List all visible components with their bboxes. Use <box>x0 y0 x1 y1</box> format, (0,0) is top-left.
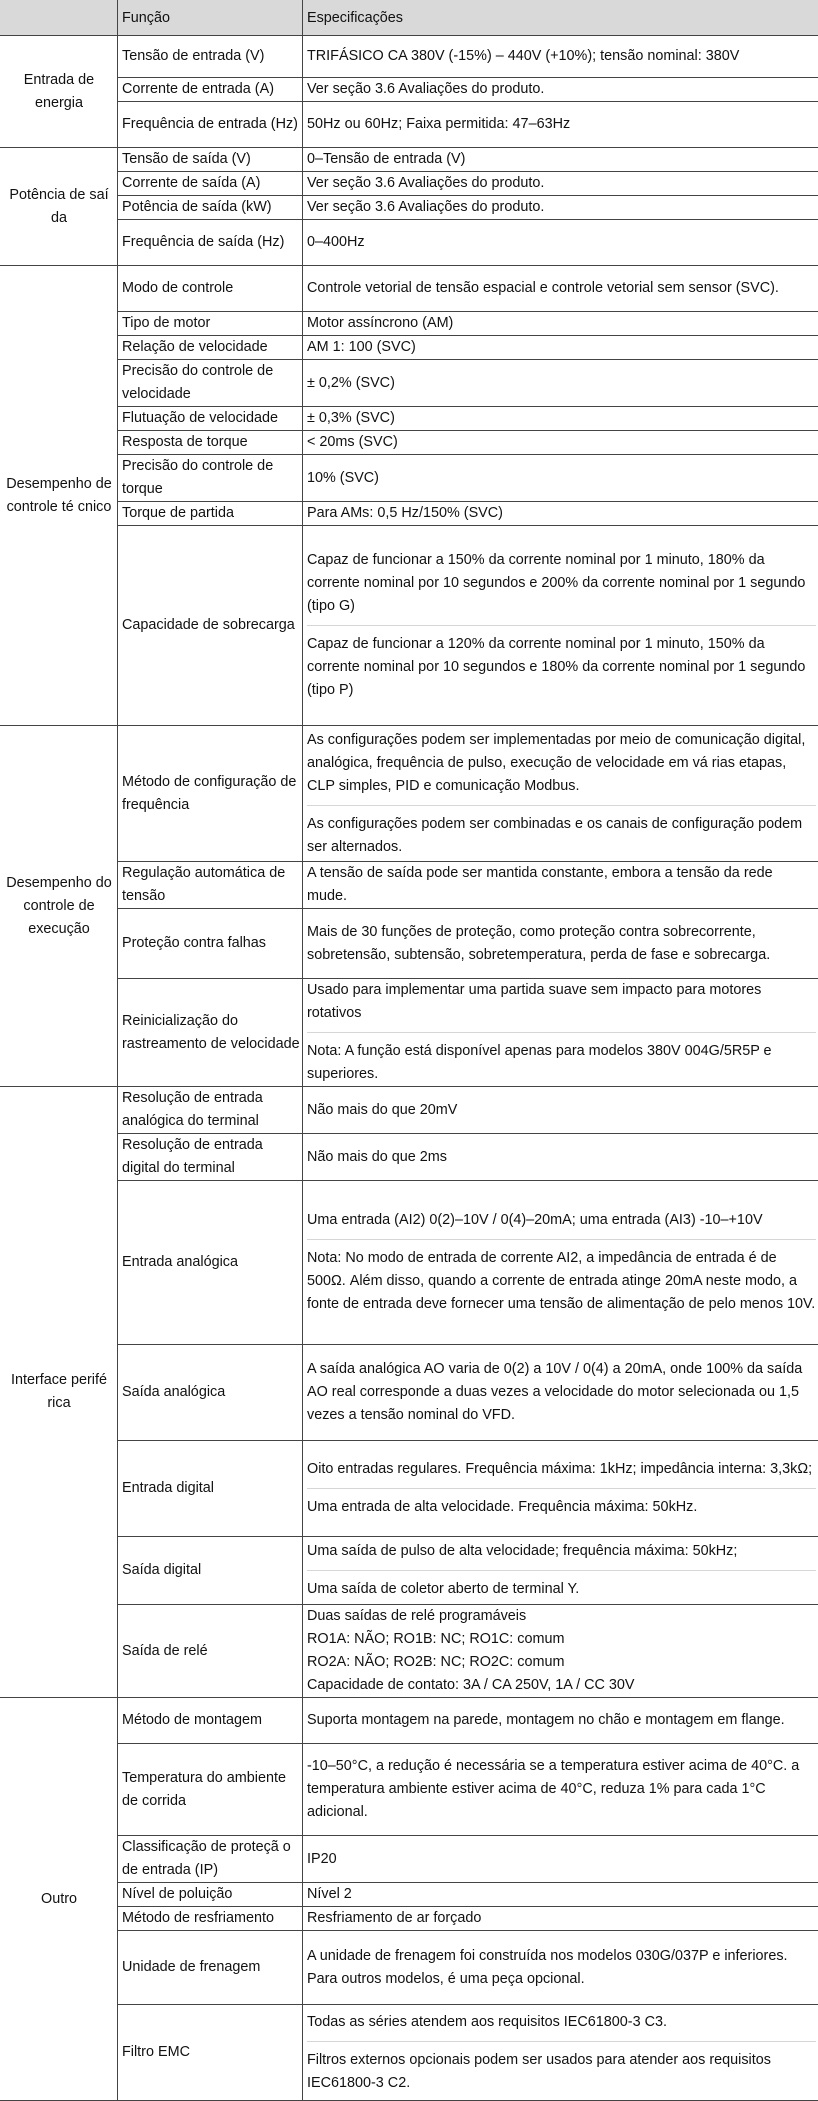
function-cell: Corrente de saída (A) <box>118 172 303 196</box>
function-cell: Filtro EMC <box>118 2005 303 2101</box>
table-row <box>1 266 818 312</box>
function-cell: Relação de velocidade <box>118 336 303 360</box>
header-funcao: Função <box>118 1 303 36</box>
table-row <box>1 312 818 336</box>
category-cell: Potência de saí da <box>1 148 118 266</box>
spec-paragraph: IP20 <box>307 1848 816 1871</box>
function-cell: Método de resfriamento <box>118 1907 303 1931</box>
table-body <box>1 36 818 2101</box>
spec-cell <box>303 979 818 1087</box>
function-cell: Tipo de motor <box>118 312 303 336</box>
table-row <box>1 220 818 266</box>
function-cell: Saída analógica <box>118 1345 303 1441</box>
relay-spec-line: Capacidade de contato: 3A / CA 250V, 1A / CC 30V <box>307 1674 816 1697</box>
table-row <box>1 1087 818 1134</box>
spec-paragraph: Filtros externos opcionais podem ser usados para atender aos requisitos IEC61800-3 C2. <box>307 2041 816 2095</box>
function-cell: Torque de partida <box>118 502 303 526</box>
table-row <box>1 172 818 196</box>
spec-paragraph: TRIFÁSICO CA 380V (-15%) – 440V (+10%); tensão nominal: 380V <box>307 45 816 68</box>
function-cell: Precisão do controle de torque <box>118 455 303 502</box>
spec-cell <box>303 1537 818 1605</box>
table-row <box>1 36 818 78</box>
table-row <box>1 1931 818 2005</box>
spec-cell <box>303 172 818 196</box>
function-cell: Unidade de frenagem <box>118 1931 303 2005</box>
table-row <box>1 1605 818 1698</box>
spec-paragraph: A saída analógica AO varia de 0(2) a 10V / 0(4) a 20mA, onde 100% da saída AO real corresponde a duas vezes a velocidade do motor selecionada ou 1,5 vezes a tensão nominal do VFD. <box>307 1358 816 1427</box>
table-row <box>1 1345 818 1441</box>
header-especificacoes: Especificações <box>303 1 818 36</box>
table-row <box>1 1883 818 1907</box>
table-row <box>1 1181 818 1345</box>
spec-cell <box>303 862 818 909</box>
spec-cell <box>303 502 818 526</box>
spec-cell <box>303 78 818 102</box>
spec-cell <box>303 526 818 726</box>
table-row <box>1 726 818 862</box>
spec-paragraph: ± 0,2% (SVC) <box>307 372 816 395</box>
spec-cell <box>303 1836 818 1883</box>
table-row <box>1 2005 818 2101</box>
table-row <box>1 148 818 172</box>
spec-cell <box>303 1134 818 1181</box>
spec-paragraph: Ver seção 3.6 Avaliações do produto. <box>307 78 816 101</box>
spec-paragraph: Ver seção 3.6 Avaliações do produto. <box>307 196 816 219</box>
spec-paragraph: Nível 2 <box>307 1883 816 1906</box>
function-cell: Classificação de proteçã o de entrada (IP) <box>118 1836 303 1883</box>
relay-spec-line: RO2A: NÃO; RO2B: NC; RO2C: comum <box>307 1651 816 1674</box>
spec-paragraph: As configurações podem ser implementadas por meio de comunicação digital, analógica, frequência de pulso, execução de velocidade em vá rias etapas, CLP simples, PID e comunicação Modbus. <box>307 729 816 798</box>
spec-paragraph: As configurações podem ser combinadas e os canais de configuração podem ser alternados. <box>307 805 816 859</box>
spec-paragraph: 0–Tensão de entrada (V) <box>307 148 816 171</box>
spec-cell <box>303 220 818 266</box>
table-row <box>1 502 818 526</box>
function-cell: Método de montagem <box>118 1698 303 1744</box>
spec-paragraph: Uma saída de coletor aberto de terminal Y. <box>307 1570 816 1601</box>
table-row <box>1 979 818 1087</box>
table-row <box>1 336 818 360</box>
spec-cell <box>303 1698 818 1744</box>
function-cell: Entrada analógica <box>118 1181 303 1345</box>
spec-paragraph: Uma saída de pulso de alta velocidade; frequência máxima: 50kHz; <box>307 1540 816 1563</box>
spec-paragraph: Não mais do que 20mV <box>307 1099 816 1122</box>
spec-paragraph: Nota: No modo de entrada de corrente AI2, a impedância de entrada é de 500Ω. Além disso, quando a corrente de entrada atinge 20mA neste modo, a fonte de entrada deve fornecer uma tensão de alimentação de pelo menos 10V. <box>307 1239 816 1316</box>
spec-paragraph: Controle vetorial de tensão espacial e controle vetorial sem sensor (SVC). <box>307 277 816 300</box>
table-row <box>1 102 818 148</box>
spec-paragraph: Capaz de funcionar a 150% da corrente nominal por 1 minuto, 180% da corrente nominal por 10 segundos e 200% da corrente nominal por 1 segundo (tipo G) <box>307 549 816 618</box>
category-cell: Desempenho de controle té cnico <box>1 266 118 726</box>
spec-cell <box>303 102 818 148</box>
function-cell: Saída de relé <box>118 1605 303 1698</box>
spec-paragraph: -10–50°C, a redução é necessária se a temperatura estiver acima de 40°C. a temperatura ambiente estiver acima de 40°C, reduza 1% para cada 1°C adicional. <box>307 1755 816 1824</box>
spec-paragraph: 10% (SVC) <box>307 467 816 490</box>
table-row <box>1 360 818 407</box>
table-row <box>1 196 818 220</box>
category-cell: Interface perifé rica <box>1 1087 118 1698</box>
spec-cell <box>303 1605 818 1698</box>
spec-paragraph: Resfriamento de ar forçado <box>307 1907 816 1930</box>
category-cell: Desempenho do controle de execução <box>1 726 118 1087</box>
function-cell: Tensão de saída (V) <box>118 148 303 172</box>
spec-cell <box>303 312 818 336</box>
function-cell: Frequência de entrada (Hz) <box>118 102 303 148</box>
function-cell: Entrada digital <box>118 1441 303 1537</box>
spec-cell <box>303 360 818 407</box>
spec-cell <box>303 1744 818 1836</box>
spec-paragraph: A tensão de saída pode ser mantida constante, embora a tensão da rede mude. <box>307 862 816 908</box>
table-row <box>1 1907 818 1931</box>
spec-paragraph: 50Hz ou 60Hz; Faixa permitida: 47–63Hz <box>307 113 816 136</box>
spec-paragraph: Todas as séries atendem aos requisitos IEC61800-3 C3. <box>307 2011 816 2034</box>
table-row <box>1 1441 818 1537</box>
spec-cell <box>303 455 818 502</box>
function-cell: Temperatura do ambiente de corrida <box>118 1744 303 1836</box>
spec-cell <box>303 266 818 312</box>
spec-cell <box>303 909 818 979</box>
spec-cell <box>303 1883 818 1907</box>
spec-cell <box>303 1181 818 1345</box>
function-cell: Saída digital <box>118 1537 303 1605</box>
category-cell: Entrada de energia <box>1 36 118 148</box>
function-cell: Tensão de entrada (V) <box>118 36 303 78</box>
function-cell: Resolução de entrada digital do terminal <box>118 1134 303 1181</box>
spec-paragraph: Capaz de funcionar a 120% da corrente nominal por 1 minuto, 150% da corrente nominal por 10 segundos e 180% da corrente nominal por 1 segundo (tipo P) <box>307 625 816 702</box>
function-cell: Resposta de torque <box>118 431 303 455</box>
function-cell: Modo de controle <box>118 266 303 312</box>
spec-paragraph: AM 1: 100 (SVC) <box>307 336 816 359</box>
table-row <box>1 526 818 726</box>
function-cell: Capacidade de sobrecarga <box>118 526 303 726</box>
spec-paragraph: Uma entrada de alta velocidade. Frequência máxima: 50kHz. <box>307 1488 816 1519</box>
spec-paragraph: Oito entradas regulares. Frequência máxima: 1kHz; impedância interna: 3,3kΩ; <box>307 1458 816 1481</box>
function-cell: Método de configuração de frequência <box>118 726 303 862</box>
spec-paragraph: Para AMs: 0,5 Hz/150% (SVC) <box>307 502 816 525</box>
spec-paragraph: Motor assíncrono (AM) <box>307 312 816 335</box>
spec-cell <box>303 196 818 220</box>
spec-paragraph: Uma entrada (AI2) 0(2)–10V / 0(4)–20mA; uma entrada (AI3) -10–+10V <box>307 1209 816 1232</box>
table-row <box>1 1744 818 1836</box>
spec-paragraph: Usado para implementar uma partida suave sem impacto para motores rotativos <box>307 979 816 1025</box>
table-row <box>1 909 818 979</box>
spec-paragraph: A unidade de frenagem foi construída nos modelos 030G/037P e inferiores. Para outros modelos, é uma peça opcional. <box>307 1945 816 1991</box>
spec-cell <box>303 1907 818 1931</box>
function-cell: Flutuação de velocidade <box>118 407 303 431</box>
spec-paragraph: Ver seção 3.6 Avaliações do produto. <box>307 172 816 195</box>
spec-cell <box>303 1931 818 2005</box>
spec-paragraph: 0–400Hz <box>307 231 816 254</box>
relay-spec-line: Duas saídas de relé programáveis <box>307 1605 816 1628</box>
relay-spec-line: RO1A: NÃO; RO1B: NC; RO1C: comum <box>307 1628 816 1651</box>
spec-paragraph: Mais de 30 funções de proteção, como proteção contra sobrecorrente, sobretensão, subtensão, sobretemperatura, perda de fase e sobrecarga. <box>307 921 816 967</box>
table-row <box>1 1836 818 1883</box>
spec-cell <box>303 148 818 172</box>
spec-paragraph: Não mais do que 2ms <box>307 1146 816 1169</box>
table-row <box>1 78 818 102</box>
table-row <box>1 1537 818 1605</box>
header-row <box>1 1 818 36</box>
table-row <box>1 455 818 502</box>
spec-cell <box>303 2005 818 2101</box>
function-cell: Frequência de saída (Hz) <box>118 220 303 266</box>
function-cell: Resolução de entrada analógica do terminal <box>118 1087 303 1134</box>
spec-cell <box>303 336 818 360</box>
spec-paragraph: Suporta montagem na parede, montagem no chão e montagem em flange. <box>307 1709 816 1732</box>
spec-cell <box>303 1441 818 1537</box>
category-cell: Outro <box>1 1698 118 2101</box>
table-header <box>1 1 818 36</box>
function-cell: Precisão do controle de velocidade <box>118 360 303 407</box>
function-cell: Reinicialização do rastreamento de velocidade <box>118 979 303 1087</box>
spec-paragraph: ± 0,3% (SVC) <box>307 407 816 430</box>
function-cell: Nível de poluição <box>118 1883 303 1907</box>
spec-cell <box>303 431 818 455</box>
table-row <box>1 1698 818 1744</box>
spec-cell <box>303 726 818 862</box>
table-row <box>1 1134 818 1181</box>
table-row <box>1 431 818 455</box>
function-cell: Potência de saída (kW) <box>118 196 303 220</box>
spec-cell <box>303 407 818 431</box>
spec-cell <box>303 1345 818 1441</box>
spec-cell <box>303 1087 818 1134</box>
function-cell: Corrente de entrada (A) <box>118 78 303 102</box>
spec-cell <box>303 36 818 78</box>
function-cell: Proteção contra falhas <box>118 909 303 979</box>
function-cell: Regulação automática de tensão <box>118 862 303 909</box>
spec-paragraph: < 20ms (SVC) <box>307 431 816 454</box>
table-row <box>1 407 818 431</box>
header-category <box>1 1 118 36</box>
table-row <box>1 862 818 909</box>
spec-paragraph: Nota: A função está disponível apenas para modelos 380V 004G/5R5P e superiores. <box>307 1032 816 1086</box>
